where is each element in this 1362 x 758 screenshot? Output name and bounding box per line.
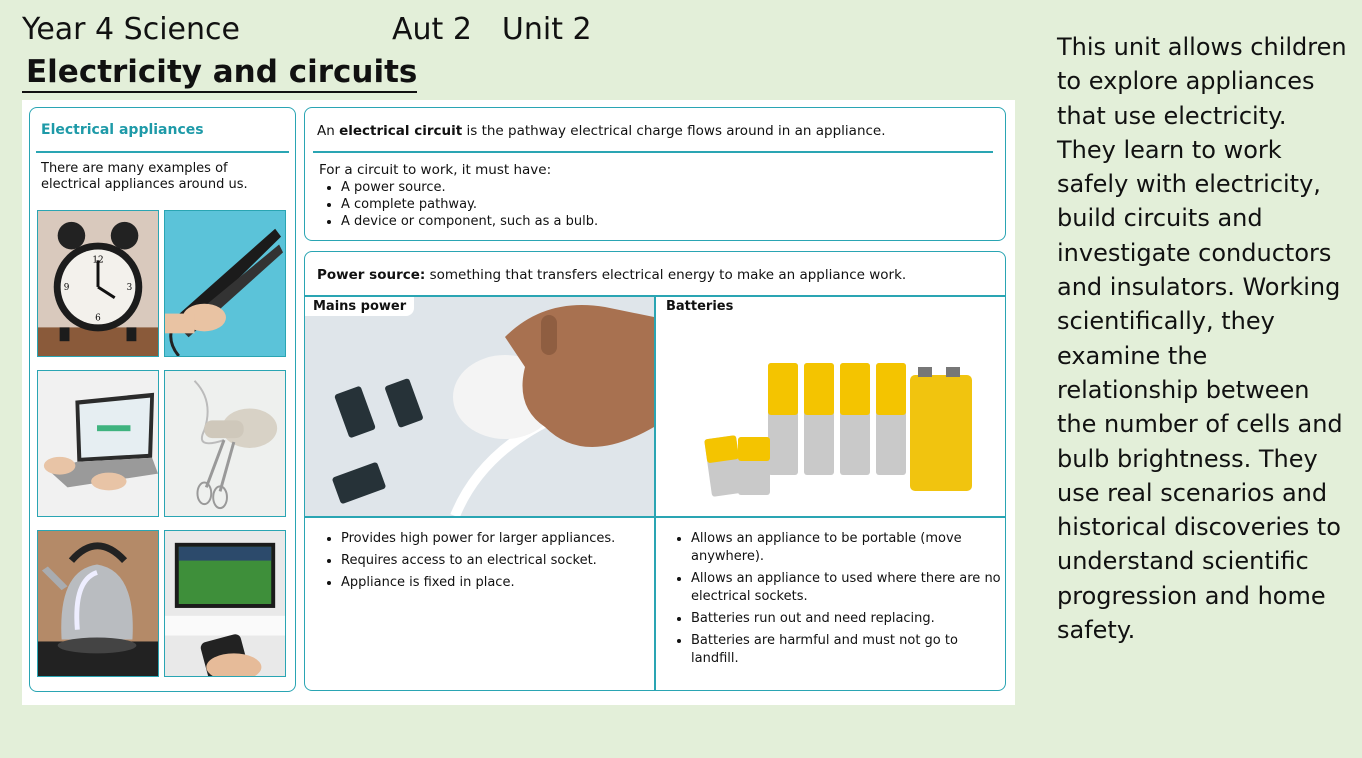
divider (36, 151, 289, 153)
svg-text:9: 9 (63, 282, 70, 293)
alarm-clock-photo (37, 210, 159, 357)
list-item: • Batteries run out and need replacing. (691, 610, 1007, 628)
svg-text:3: 3 (126, 282, 133, 293)
list-item: • A power source. (341, 179, 598, 196)
mains-power-photo (305, 297, 654, 516)
list-item: • Allows an appliance to be portable (move anywhere). (691, 530, 1007, 566)
list-item: • A complete pathway. (341, 196, 598, 213)
circuit-panel (304, 107, 1006, 241)
mains-power-label: Mains power (305, 297, 414, 316)
list-item: • Appliance is fixed in place. (341, 574, 661, 592)
svg-text:6: 6 (95, 313, 101, 324)
mains-power-list (319, 530, 661, 596)
power-source-panel (304, 251, 1006, 691)
kettle-photo (37, 530, 159, 677)
knowledge-organiser (22, 100, 1015, 705)
unit-summary: This unit allows children to explore appliances that use electricity. They learn to work safely with electricity, build circuits and investigate conductors and insulators. Working scientifically, they examine the relationship between the number of cells and bulb brightness. They use real scenarios and historical discoveries to understand scientific progression and home safety. (1057, 33, 1347, 645)
batteries-list (669, 530, 1007, 672)
list-item: • Provides high power for larger appliances. (341, 530, 661, 548)
list-item: • Batteries are harmful and must not go to landfill. (691, 632, 1007, 668)
divider (305, 516, 1005, 518)
divider (654, 295, 656, 690)
circuit-requirements-intro: For a circuit to work, it must have: (319, 162, 552, 178)
hair-straighteners-photo (164, 210, 286, 357)
power-source-term: Power source: (317, 267, 426, 283)
appliances-intro: There are many examples of electrical appliances around us. (41, 161, 248, 192)
page-title: Electricity and circuits (22, 54, 417, 93)
power-source-definition: Power source: something that transfers electrical energy to make an appliance work. (317, 267, 907, 283)
term-label: Aut 2 (392, 12, 472, 47)
list-item: • Allows an appliance to used where there are no electrical sockets. (691, 570, 1007, 606)
laptop-photo (37, 370, 159, 517)
hand-mixer-photo (164, 370, 286, 517)
svg-text:12: 12 (92, 255, 104, 266)
television-photo (164, 530, 286, 677)
appliances-heading: Electrical appliances (41, 122, 204, 138)
subject-heading: Year 4 Science (22, 12, 240, 47)
list-item: • A device or component, such as a bulb. (341, 213, 598, 230)
circuit-definition: An electrical circuit is the pathway electrical charge flows around in an appliance. (317, 123, 886, 139)
list-item: • Requires access to an electrical socket. (341, 552, 661, 570)
divider (313, 151, 993, 153)
circuit-term: electrical circuit (339, 123, 463, 139)
circuit-requirements-list (319, 179, 598, 230)
term-unit-heading (392, 12, 592, 47)
batteries-photo (656, 297, 1005, 516)
appliances-panel (29, 107, 296, 692)
unit-label: Unit 2 (501, 12, 592, 47)
batteries-label: Batteries (660, 297, 739, 316)
